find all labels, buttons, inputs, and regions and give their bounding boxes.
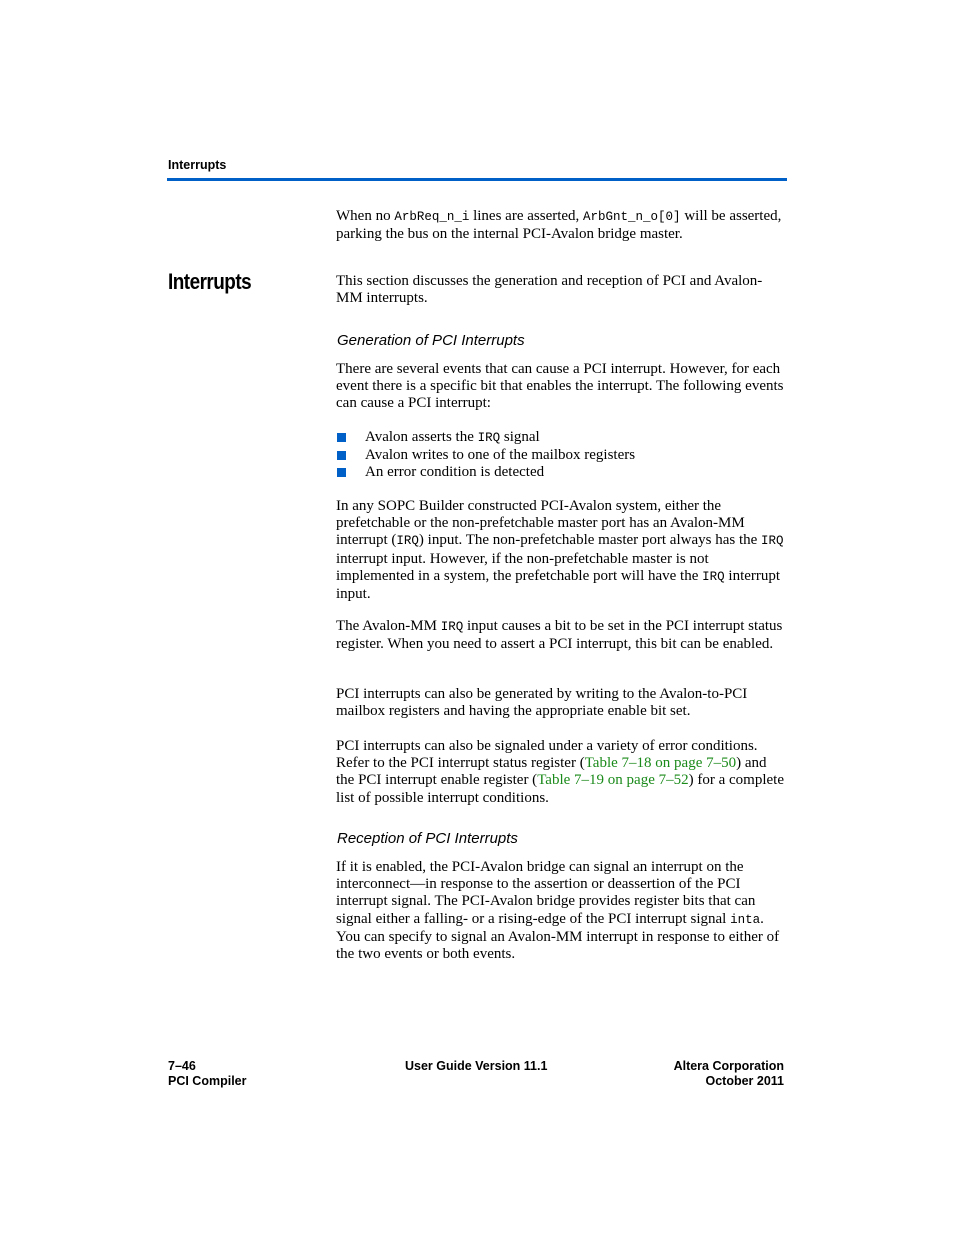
- list-item: An error condition is detected: [336, 464, 786, 481]
- bullet-square-icon: [337, 451, 346, 460]
- publish-date: October 2011: [705, 1074, 784, 1088]
- subheading-generation: Generation of PCI Interrupts: [337, 332, 525, 349]
- reception-paragraph: If it is enabled, the PCI-Avalon bridge can signal an interrupt on the interconnect—in response to the assertion or deassertion of the PCI interrupt signal. The PCI-Avalon bridge provides register bits that can signal either a falling- or a rising-edge of the PCI interrupt signal inta. You can specify to signal an Avalon-MM interrupt in response to either of the two events or both events.: [336, 859, 780, 963]
- code-arbgnt: ArbGnt_n_o[0]: [583, 210, 681, 224]
- section-title: Interrupts: [168, 269, 252, 294]
- event-list: [336, 429, 786, 482]
- code-arbreq: ArbReq_n_i: [394, 210, 470, 224]
- code-inta: inta: [730, 912, 761, 927]
- running-header: Interrupts: [168, 158, 227, 172]
- footer-right: [584, 1059, 784, 1089]
- intro-text: will be asserted, parking the bus on the internal PCI-Avalon bridge master.: [336, 208, 782, 243]
- footer-left: [168, 1059, 247, 1089]
- table-7-19-link[interactable]: Table 7–19 on page 7–52: [537, 772, 689, 789]
- product-name: PCI Compiler: [168, 1074, 247, 1088]
- generation-paragraph-2: In any SOPC Builder constructed PCI-Avalon system, either the prefetchable or the non-prefetchable master port has an Avalon-MM interrupt (IRQ) input. The non-prefetchable master port always has the IRQ interrupt input. However, if the non-prefetchable master is not implemented in a system, the prefetchable port will have the IRQ interrupt input.: [336, 498, 784, 603]
- generation-paragraph-4: PCI interrupts can also be generated by writing to the Avalon-to-PCI mailbox registers and having the appropriate enable bit set.: [336, 686, 748, 720]
- generation-paragraph-1: There are several events that can cause a PCI interrupt. However, for each event there is a specific bit that enables the interrupt. The following events can cause a PCI interrupt:: [336, 361, 784, 412]
- page-number: 7–46: [168, 1059, 196, 1073]
- code-irq: IRQ: [761, 534, 784, 549]
- generation-paragraph-5: PCI interrupts can also be signaled under a variety of error conditions. Refer to the PCI interrupt status register (Table 7–18 on page 7–50) and the PCI interrupt enable register (Table 7–19 on page 7–52) for a complete list of possible interrupt conditions.: [336, 738, 784, 806]
- list-item: Avalon asserts the IRQ signal: [336, 429, 786, 447]
- intro-paragraph: [336, 208, 786, 243]
- code-irq: IRQ: [440, 620, 464, 634]
- subheading-reception: Reception of PCI Interrupts: [337, 830, 518, 847]
- bullet-square-icon: [337, 468, 346, 477]
- section-intro: This section discusses the generation and reception of PCI and Avalon-MM interrupts.: [336, 273, 763, 307]
- code-irq: IRQ: [396, 534, 419, 549]
- code-irq: IRQ: [702, 569, 725, 584]
- code-irq: IRQ: [477, 431, 501, 445]
- list-item: Avalon writes to one of the mailbox registers: [336, 447, 786, 464]
- header-rule: [167, 178, 787, 181]
- bullet-square-icon: [337, 433, 346, 442]
- intro-text: lines are asserted,: [469, 208, 584, 224]
- footer-version: User Guide Version 11.1: [405, 1059, 548, 1073]
- table-7-18-link[interactable]: Table 7–18 on page 7–50: [584, 755, 737, 772]
- generation-paragraph-3: The Avalon-MM IRQ input causes a bit to be set in the PCI interrupt status register. When you need to assert a PCI interrupt, this bit can be enabled.: [336, 618, 783, 653]
- intro-text: When no: [336, 208, 395, 224]
- company-name: Altera Corporation: [673, 1059, 784, 1073]
